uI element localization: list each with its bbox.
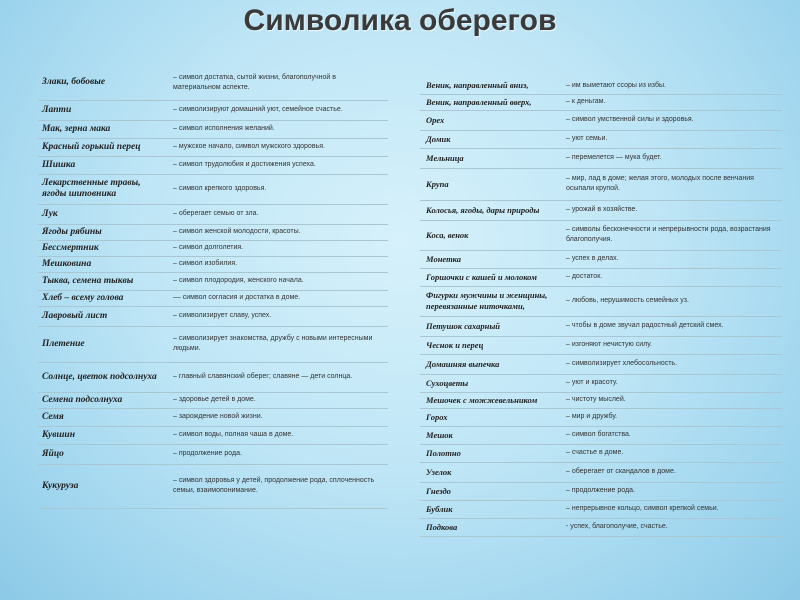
- symbol-meaning: – оберегает от скандалов в доме.: [563, 462, 782, 482]
- table-row: [38, 290, 388, 306]
- symbol-name: Ягоды рябины: [38, 224, 170, 240]
- table-row: [420, 168, 782, 200]
- symbol-name: Веник, направленный вверх,: [420, 94, 563, 110]
- symbol-meaning: – здоровье детей в доме.: [170, 392, 388, 408]
- symbol-name: Кукуруза: [38, 464, 170, 508]
- symbol-meaning: – символ здоровья у детей, продолжение рода, сплоченность семьи, взаимопонимание.: [170, 464, 388, 508]
- symbol-meaning: – символизирует знакомства, дружбу с новыми интересными людьми.: [170, 326, 388, 362]
- table-row: [38, 272, 388, 290]
- table-row: [38, 444, 388, 464]
- symbol-meaning: – символ воды, полная чаша в доме.: [170, 426, 388, 444]
- table-row: [38, 120, 388, 138]
- symbol-meaning: – символ достатка, сытой жизни, благополучной в материальном аспекте.: [170, 66, 388, 100]
- table-row: [38, 138, 388, 156]
- symbol-name: Гнездо: [420, 482, 563, 500]
- symbol-meaning: – счастье в доме.: [563, 444, 782, 462]
- symbol-meaning: – главный славянский оберег; славянe — дети солнца.: [170, 362, 388, 392]
- table-row: [420, 500, 782, 518]
- table-row: [38, 326, 388, 362]
- symbol-name: Мешковина: [38, 256, 170, 272]
- table-row: [420, 392, 782, 408]
- symbol-name: Лук: [38, 204, 170, 224]
- table-row: [38, 240, 388, 256]
- symbol-meaning: – оберегает семью от зла.: [170, 204, 388, 224]
- symbol-name: Шишка: [38, 156, 170, 174]
- symbol-meaning: – символ богатства.: [563, 426, 782, 444]
- symbol-meaning: – символ трудолюбия и достижения успеха.: [170, 156, 388, 174]
- symbol-name: Горох: [420, 408, 563, 426]
- table-row: [420, 268, 782, 286]
- table-row: [38, 464, 388, 508]
- symbol-name: Колосья, ягоды, дары природы: [420, 200, 563, 220]
- symbol-meaning: – символы бесконечности и непрерывности рода, возрастания благополучия.: [563, 220, 782, 250]
- symbol-meaning: – мир и дружбу.: [563, 408, 782, 426]
- symbol-meaning: – уют семьи.: [563, 130, 782, 148]
- table-row: [420, 444, 782, 462]
- symbol-meaning: – уют и красоту.: [563, 374, 782, 392]
- table-row: [420, 336, 782, 354]
- table-row: [420, 78, 782, 94]
- symbol-name: Мак, зерна мака: [38, 120, 170, 138]
- symbol-meaning: – символ умственной силы и здоровья.: [563, 110, 782, 130]
- symbol-meaning: – непрерывное кольцо, символ крепкой семьи.: [563, 500, 782, 518]
- table-row: [420, 250, 782, 268]
- symbol-name: Крупа: [420, 168, 563, 200]
- symbol-meaning: - успех, благополучие, счастье.: [563, 518, 782, 536]
- symbol-meaning: –– символ согласия и достатка в доме.: [170, 290, 388, 306]
- symbol-name: Тыква, семена тыквы: [38, 272, 170, 290]
- table-row: [420, 130, 782, 148]
- symbol-name: Мельница: [420, 148, 563, 168]
- symbol-name: Лавровый лист: [38, 306, 170, 326]
- symbol-name: Хлеб – всему голова: [38, 290, 170, 306]
- table-row: [420, 354, 782, 374]
- symbol-name: Коса, венок: [420, 220, 563, 250]
- symbol-name: Горшочки с кашей и молоком: [420, 268, 563, 286]
- symbol-meaning: – символ крепкого здоровья.: [170, 174, 388, 204]
- table-row: [38, 362, 388, 392]
- table-row: [420, 482, 782, 500]
- table-row: [420, 518, 782, 536]
- table-row: [420, 462, 782, 482]
- table-row: [420, 286, 782, 316]
- table-row: [420, 316, 782, 336]
- symbol-name: Семя: [38, 408, 170, 426]
- symbol-meaning: – успех в делах.: [563, 250, 782, 268]
- symbol-meaning: – продолжение рода.: [563, 482, 782, 500]
- symbol-name: Кувшин: [38, 426, 170, 444]
- table-row: [420, 408, 782, 426]
- symbol-meaning: – мир, лад в доме; желая этого, молодых после венчания осыпали крупой.: [563, 168, 782, 200]
- symbol-meaning: – символ женской молодости, красоты.: [170, 224, 388, 240]
- symbol-name: Монетка: [420, 250, 563, 268]
- symbol-name: Веник, направленный вниз,: [420, 78, 563, 94]
- table-row: [38, 100, 388, 120]
- symbol-meaning: – урожай в хозяйстве.: [563, 200, 782, 220]
- symbol-name: Мешочек с можжевельником: [420, 392, 563, 408]
- table-row: [38, 426, 388, 444]
- symbol-meaning: – чистоту мыслей.: [563, 392, 782, 408]
- symbol-name: Бессмертник: [38, 240, 170, 256]
- symbol-name: Злаки, бобовые: [38, 66, 170, 100]
- symbol-meaning: – зарождение новой жизни.: [170, 408, 388, 426]
- symbol-name: Бублик: [420, 500, 563, 518]
- symbol-name: Домик: [420, 130, 563, 148]
- symbol-meaning: – любовь, нерушимость семейных уз.: [563, 286, 782, 316]
- table-row: [420, 110, 782, 130]
- symbol-meaning: – им выметают ссоры из избы.: [563, 78, 782, 94]
- symbol-meaning: – чтобы в доме звучал радостный детский смех.: [563, 316, 782, 336]
- table-row: [420, 94, 782, 110]
- symbol-name: Солнце, цветок подсолнуха: [38, 362, 170, 392]
- left-symbols-table: [38, 66, 388, 509]
- symbol-meaning: – символизируют домашний уют, семейное счастье.: [170, 100, 388, 120]
- symbol-name: Мешок: [420, 426, 563, 444]
- table-row: [38, 174, 388, 204]
- symbol-name: Петушок сахарный: [420, 316, 563, 336]
- symbol-name: Плетение: [38, 326, 170, 362]
- table-row: [38, 156, 388, 174]
- table-row: [420, 200, 782, 220]
- table-row: [38, 256, 388, 272]
- symbol-name: Лекарственные травы, ягоды шиповника: [38, 174, 170, 204]
- table-row: [38, 204, 388, 224]
- table-row: [420, 148, 782, 168]
- table-row: [38, 408, 388, 426]
- symbol-name: Чеснок и перец: [420, 336, 563, 354]
- right-symbols-table: [420, 78, 782, 537]
- symbol-meaning: – перемелется — мука будет.: [563, 148, 782, 168]
- table-row: [38, 66, 388, 100]
- table-row: [420, 220, 782, 250]
- symbol-name: Подкова: [420, 518, 563, 536]
- symbol-meaning: – символизирует славу, успех.: [170, 306, 388, 326]
- symbol-name: Полотно: [420, 444, 563, 462]
- symbol-meaning: – изгоняют нечистую силу.: [563, 336, 782, 354]
- symbol-meaning: – символ исполнения желаний.: [170, 120, 388, 138]
- symbol-name: Красный горький перец: [38, 138, 170, 156]
- symbol-name: Орех: [420, 110, 563, 130]
- symbol-meaning: – символ плодородия, женского начала.: [170, 272, 388, 290]
- table-row: [420, 426, 782, 444]
- table-row: [38, 392, 388, 408]
- symbol-name: Семена подсолнуха: [38, 392, 170, 408]
- symbol-meaning: – символ долголетия.: [170, 240, 388, 256]
- table-row: [420, 374, 782, 392]
- symbol-meaning: – к деньгам.: [563, 94, 782, 110]
- symbol-meaning: – символ изобилия.: [170, 256, 388, 272]
- symbol-name: Домашняя выпечка: [420, 354, 563, 374]
- table-row: [38, 306, 388, 326]
- table-row: [38, 224, 388, 240]
- symbol-name: Узелок: [420, 462, 563, 482]
- symbol-name: Сухоцветы: [420, 374, 563, 392]
- symbol-meaning: – мужское начало, символ мужского здоровья.: [170, 138, 388, 156]
- symbol-meaning: – символизирует хлебосольность.: [563, 354, 782, 374]
- symbol-meaning: – достаток.: [563, 268, 782, 286]
- symbol-name: Лапти: [38, 100, 170, 120]
- symbol-name: Фигурки мужчины и женщины, перевязанные ниточками,: [420, 286, 563, 316]
- symbol-meaning: – продолжение рода.: [170, 444, 388, 464]
- page-title: Символика оберегов: [243, 4, 557, 37]
- symbol-name: Яйцо: [38, 444, 170, 464]
